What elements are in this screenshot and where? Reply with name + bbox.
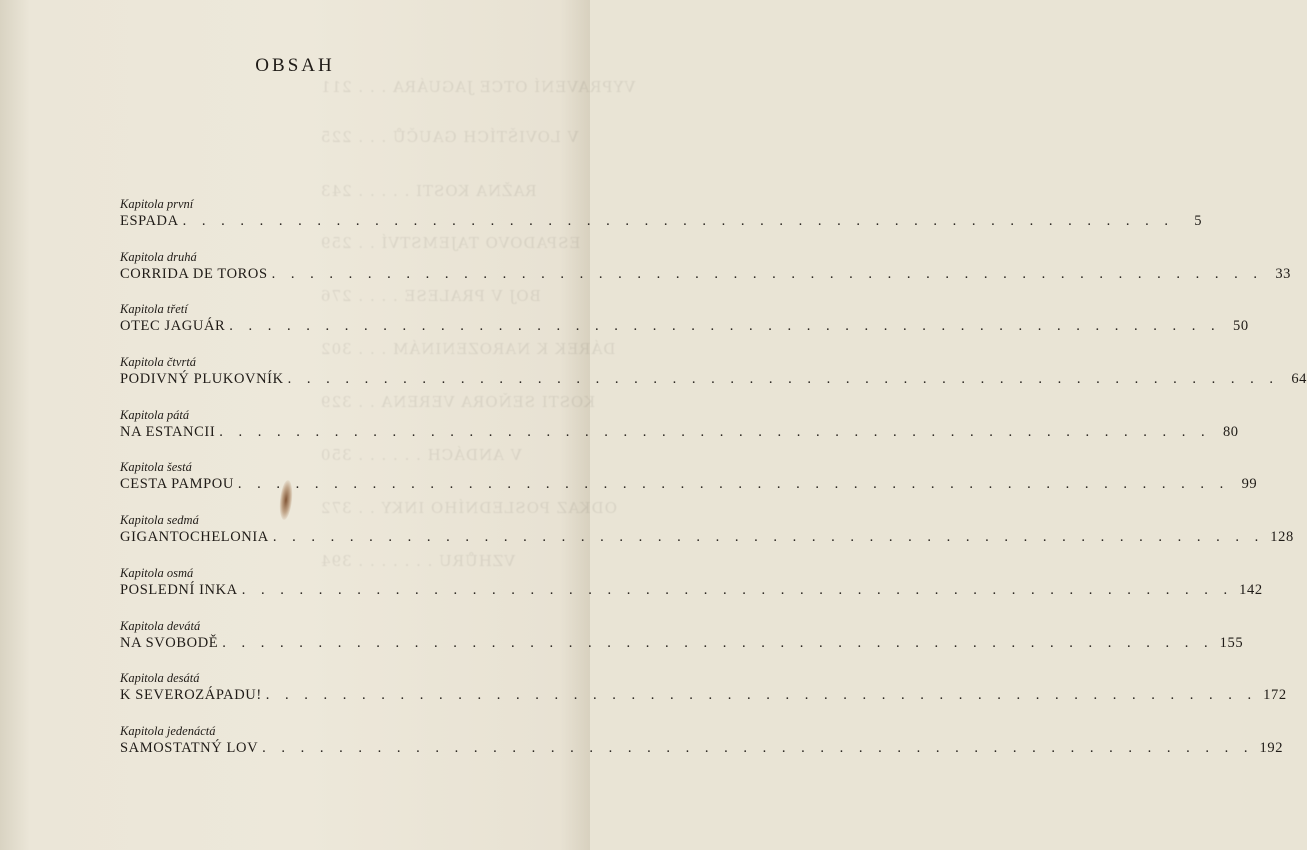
chapter-title: CESTA PAMPOU (120, 476, 234, 493)
page-number: 172 (1263, 687, 1287, 704)
page-number: 33 (1275, 265, 1292, 282)
page-number: 142 (1239, 581, 1263, 598)
chapter-title: NA SVOBODĚ (120, 634, 219, 651)
chapter-title: CORRIDA DE TOROS (120, 265, 268, 282)
chapter-number: Kapitola pátá (120, 407, 190, 422)
page-number: 99 (1241, 476, 1258, 493)
chapter-title: SAMOSTATNÝ LOV (120, 739, 259, 756)
toc-row (120, 633, 1244, 653)
chapter-number: Kapitola devátá (120, 618, 201, 633)
toc-row (120, 422, 1239, 442)
page-number: 80 (1222, 423, 1239, 440)
show-through-line: V LOVIŠTÍCH GAUČŮ . . . 225 (320, 128, 579, 146)
toc-entry (120, 618, 1244, 672)
page-number: 155 (1219, 634, 1244, 651)
dot-leader (222, 633, 1213, 653)
chapter-title: GIGANTOCHELONIA (120, 529, 269, 546)
dot-leader (262, 738, 1253, 758)
toc-row (120, 685, 1287, 705)
chapter-title: PODIVNÝ PLUKOVNÍK (120, 371, 284, 388)
chapter-number: Kapitola osmá (120, 565, 194, 580)
chapter-number: Kapitola čtvrtá (120, 355, 197, 370)
toc-entry (120, 513, 1294, 566)
toc-entry (120, 671, 1287, 724)
toc-row (120, 316, 1249, 336)
show-through-line: KOSTI SEŇORA VERENA . . 329 (320, 393, 596, 411)
show-through-line: RAŽNA KOSTI . . . . . 243 (320, 182, 537, 200)
show-through-line: DÁREK K NAROZENINÁM . . . 302 (320, 340, 616, 358)
toc-entry (120, 407, 1239, 461)
show-through-line: ODKAZ POSLEDNÍHO INKY . . 372 (320, 499, 617, 517)
dot-leader (272, 264, 1263, 284)
dot-leader (238, 474, 1229, 494)
dot-leader (183, 211, 1174, 231)
chapter-title: OTEC JAGUÁR (120, 318, 226, 335)
toc-entry (120, 723, 1284, 777)
toc-entry (120, 249, 1292, 303)
chapter-title: ESPADA (120, 213, 179, 229)
show-through-line: BOJ V PRALESE . . . . 276 (320, 287, 541, 305)
chapter-number: Kapitola jedenáctá (120, 723, 216, 738)
show-through-line: V ANDÁCH . . . . . . 350 (320, 446, 522, 464)
dot-leader (273, 527, 1264, 547)
show-through-line: VYPRAVENÍ OTCE JAGUÁRA . . . 211 (320, 78, 636, 96)
page-number: 128 (1270, 529, 1294, 546)
chapter-title: NA ESTANCII (120, 423, 216, 440)
toc-row (120, 369, 1307, 389)
toc-entry (120, 197, 1203, 250)
chapter-title: POSLEDNÍ INKA (120, 581, 238, 598)
toc-row (120, 580, 1263, 600)
toc-row (120, 527, 1294, 547)
chapter-number: Kapitola desátá (120, 671, 200, 686)
page-number: 50 (1232, 318, 1249, 335)
dot-leader (219, 422, 1210, 442)
page-title: OBSAH (255, 55, 335, 76)
page-number: 5 (1194, 213, 1203, 229)
chapter-number: Kapitola třetí (120, 302, 188, 317)
dot-leader (229, 316, 1220, 336)
chapter-number: Kapitola první (120, 197, 194, 211)
chapter-number: Kapitola druhá (120, 249, 197, 264)
dot-leader (242, 580, 1233, 600)
toc-entry (120, 565, 1263, 619)
chapter-number: Kapitola šestá (120, 460, 192, 475)
chapter-title: K SEVEROZÁPADU! (120, 687, 262, 704)
toc-row (120, 474, 1258, 494)
toc-row (120, 738, 1284, 758)
page-number: 64 (1291, 371, 1307, 388)
dot-leader (288, 369, 1279, 389)
page-number: 192 (1259, 739, 1284, 756)
show-through-line: VZHŮRU . . . . . . . 394 (320, 552, 516, 570)
toc-row (120, 211, 1203, 231)
chapter-number: Kapitola sedmá (120, 513, 199, 528)
dot-leader (266, 685, 1257, 705)
show-through-line: ESPADOVO TAJEMSTVÍ . . 259 (320, 234, 581, 252)
toc-row (120, 264, 1292, 284)
